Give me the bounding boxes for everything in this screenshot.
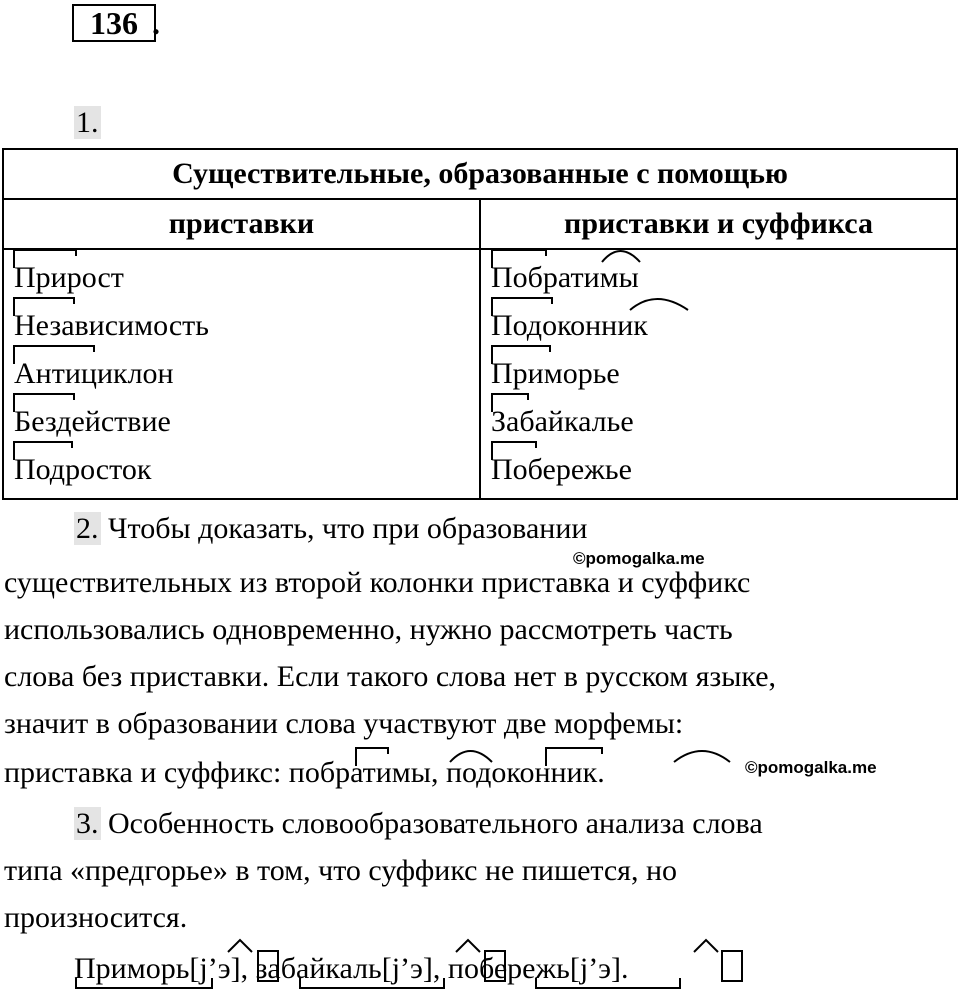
suffix-cap-poberezhye <box>694 940 718 952</box>
col1-cell <box>3 249 480 499</box>
part2-line-6: приставка и суффикс: побратимы, подоконник. <box>4 756 605 789</box>
task-number-dot: . <box>152 5 160 41</box>
word-formation-table <box>2 148 958 500</box>
part1-label <box>74 104 101 142</box>
suffix-arc-podokonnik-inline <box>674 751 730 762</box>
part3-line-3: произносится. <box>4 901 188 934</box>
word-pobratimy: Побратимы <box>491 261 639 294</box>
ending-box-poberezhye <box>722 951 742 981</box>
col2-header: приставки и суффикса <box>480 199 957 249</box>
part2-line-4: слова без приставки. Если такого слова нет в русском языке, <box>4 660 777 693</box>
part2-number: 2. <box>76 512 99 545</box>
part3-line-4: Приморь[j’э], забайкаль[j’э], побережь[j’э]. <box>74 952 629 985</box>
word-podokonnik: Подоконник <box>491 309 648 342</box>
part2-line-1-text: Чтобы доказать, что при образовании <box>100 512 588 545</box>
part3-line-2: типа «предгорье» в том, что суффикс не пишется, но <box>4 854 678 887</box>
col1-header: приставки <box>3 199 480 249</box>
part2-line-5: значит в образовании слова участвуют две морфемы: <box>4 707 684 740</box>
table-caption: Существительные, образованные с помощью <box>3 149 957 199</box>
part3-line-1 <box>74 801 763 847</box>
part3-line-1-text: Особенность словообразовательного анализа слова <box>100 807 763 840</box>
word-poberezhye: Побережье <box>491 453 632 486</box>
part2-line-2: существительных из второй колонки приставка и суффикс <box>4 566 751 599</box>
col2-cell <box>480 249 957 499</box>
word-bezdeystvie: Бездействие <box>14 405 171 438</box>
task-number-box <box>72 4 156 42</box>
part2-line-1 <box>74 506 587 552</box>
part3-number: 3. <box>76 807 99 840</box>
part2-line-3: использовались одновременно, нужно рассмотреть часть <box>4 613 733 646</box>
word-prirost: Прирост <box>14 261 124 294</box>
word-podrostok: Подросток <box>14 453 152 486</box>
part1-number: 1. <box>76 106 99 139</box>
word-primorye: Приморье <box>491 357 620 390</box>
watermark-1: ©pomogalka.me <box>573 549 705 568</box>
task-number: 136 <box>90 5 138 41</box>
word-zabaykalye: Забайкалье <box>491 405 634 438</box>
word-nezavisimost: Независимость <box>14 309 209 342</box>
watermark-2: ©pomogalka.me <box>745 758 877 777</box>
word-anticiklon: Антициклон <box>14 357 174 390</box>
